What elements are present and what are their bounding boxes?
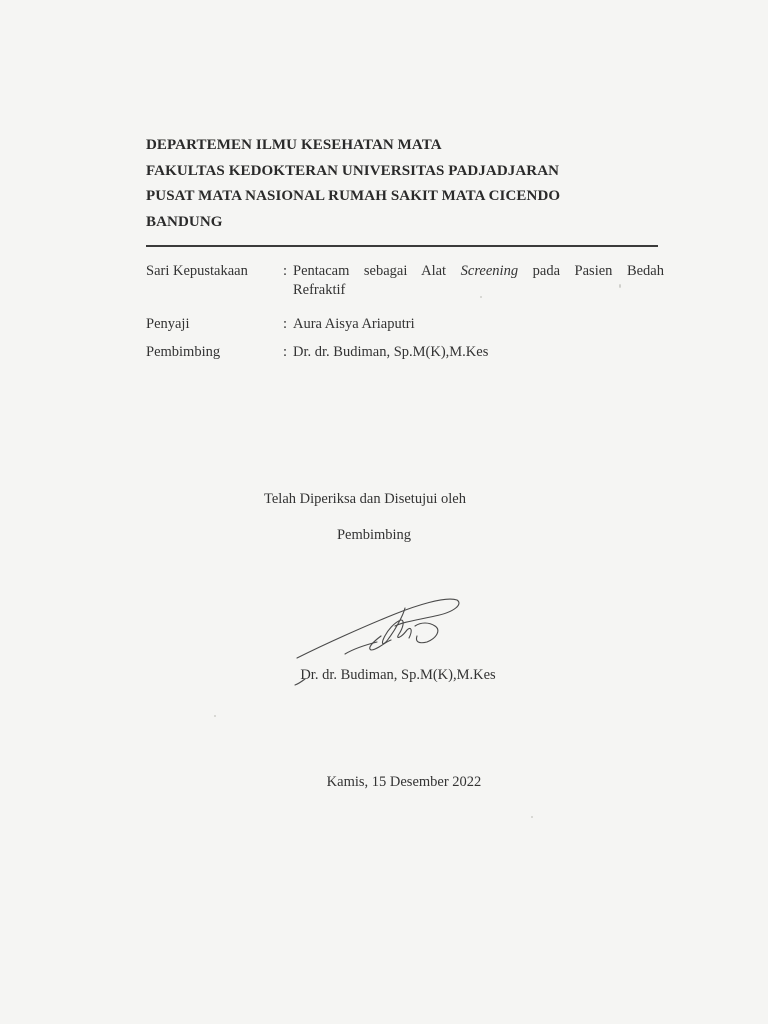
presenter-label: Penyaji	[146, 316, 190, 332]
advisor-colon: :	[283, 344, 288, 360]
header-divider	[146, 245, 658, 247]
header-line-department: DEPARTEMEN ILMU KESEHATAN MATA	[146, 137, 442, 153]
title-text-italic: Screening	[460, 263, 519, 279]
info-row-title	[146, 262, 664, 300]
presenter-text: Aura Aisya Ariaputri	[293, 316, 415, 332]
advisor-text: Dr. dr. Budiman, Sp.M(K),M.Kes	[293, 344, 489, 360]
info-row-presenter	[146, 315, 664, 334]
paper-speck	[480, 296, 482, 298]
signer-name: Dr. dr. Budiman, Sp.M(K),M.Kes	[300, 667, 496, 683]
info-row-advisor	[146, 343, 664, 362]
approval-statement: Telah Diperiksa dan Disetujui oleh	[264, 491, 466, 507]
header-line-hospital: PUSAT MATA NASIONAL RUMAH SAKIT MATA CICENDO	[146, 188, 561, 204]
header-line-faculty: FAKULTAS KEDOKTERAN UNIVERSITAS PADJADJARAN	[146, 162, 560, 179]
document-date: Kamis, 15 Desember 2022	[326, 774, 482, 790]
title-text-line1	[293, 262, 664, 281]
paper-speck	[619, 284, 621, 288]
paper-speck	[531, 816, 533, 818]
title-text-line2: Refraktif	[293, 282, 346, 298]
title-label: Sari Kepustakaan	[146, 263, 248, 279]
institution-header	[146, 133, 666, 235]
title-colon: :	[283, 263, 288, 279]
header-line-city: BANDUNG	[146, 213, 223, 230]
advisor-label: Pembimbing	[146, 344, 221, 360]
advisor-value	[283, 343, 664, 362]
title-text	[293, 262, 664, 300]
presenter-colon: :	[283, 316, 288, 332]
document-info	[146, 262, 664, 362]
approval-role: Pembimbing	[336, 527, 412, 543]
title-text-prefix: Pentacam sebagai Alat	[293, 263, 461, 279]
presenter-value	[283, 315, 664, 334]
title-text-suffix: pada Pasien Bedah	[518, 263, 664, 279]
paper-speck	[214, 715, 216, 717]
title-value	[283, 262, 664, 300]
